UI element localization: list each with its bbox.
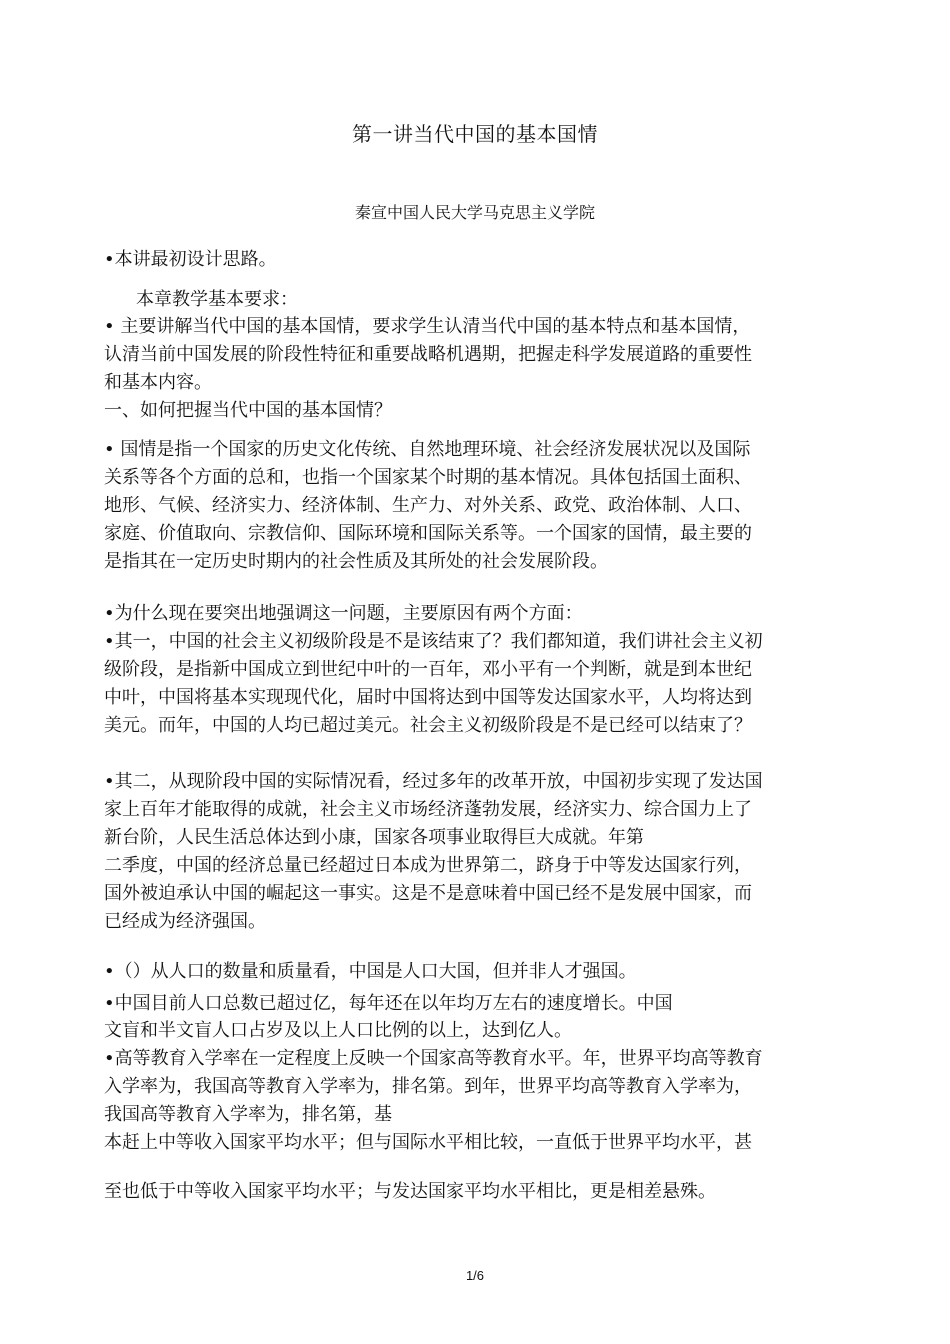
body-line: 本章教学基本要求：	[136, 289, 298, 310]
body-line: •本讲最初设计思路。	[104, 249, 277, 270]
page-number: 1/6	[465, 1268, 485, 1283]
body-line: 已经成为经济强国。	[104, 911, 266, 932]
body-line: 至也低于中等收入国家平均水平；与发达国家平均水平相比，更是相差悬殊。	[104, 1181, 716, 1202]
body-line: 二季度，中国的经济总量已经超过日本成为世界第二，跻身于中等发达国家行列，	[104, 855, 752, 876]
body-line: 家庭、价值取向、宗教信仰、国际环境和国际关系等。一个国家的国情，最主要的	[104, 523, 752, 544]
body-line: 和基本内容。	[104, 372, 212, 393]
body-line: • 国情是指一个国家的历史文化传统、自然地理环境、社会经济发展状况以及国际	[104, 439, 751, 460]
body-line: 新台阶，人民生活总体达到小康，国家各项事业取得巨大成就。年第	[104, 827, 644, 848]
body-line: 文盲和半文盲人口占岁及以上人口比例的以上，达到亿人。	[104, 1020, 572, 1041]
body-line: •其一，中国的社会主义初级阶段是不是该结束了？我们都知道，我们讲社会主义初	[104, 631, 763, 652]
body-line: • 主要讲解当代中国的基本国情，要求学生认清当代中国的基本特点和基本国情，	[104, 316, 751, 337]
body-line: •为什么现在要突出地强调这一问题，主要原因有两个方面：	[104, 603, 583, 624]
body-line: 关系等各个方面的总和，也指一个国家某个时期的基本情况。具体包括国土面积、	[104, 467, 752, 488]
body-line: 家上百年才能取得的成就，社会主义市场经济蓬勃发展，经济实力、综合国力上了	[104, 799, 752, 820]
body-line: •其二，从现阶段中国的实际情况看，经过多年的改革开放，中国初步实现了发达国	[104, 771, 763, 792]
body-line: •（）从人口的数量和质量看，中国是人口大国，但并非人才强国。	[104, 961, 637, 982]
body-line: 中叶，中国将基本实现现代化，届时中国将达到中国等发达国家水平，人均将达到	[104, 687, 752, 708]
document-author: 秦宣中国人民大学马克思主义学院	[354, 203, 595, 222]
body-line: 级阶段，是指新中国成立到世纪中叶的一百年，邓小平有一个判断，就是到本世纪	[104, 659, 752, 680]
body-line: •高等教育入学率在一定程度上反映一个国家高等教育水平。年，世界平均高等教育	[104, 1048, 763, 1069]
body-line: 认清当前中国发展的阶段性特征和重要战略机遇期，把握走科学发展道路的重要性	[104, 344, 752, 365]
body-line: 是指其在一定历史时期内的社会性质及其所处的社会发展阶段。	[104, 551, 608, 572]
body-line: 美元。而年，中国的人均已超过美元。社会主义初级阶段是不是已经可以结束了？	[104, 715, 752, 736]
body-line: 本赶上中等收入国家平均水平；但与国际水平相比较，一直低于世界平均水平，甚	[104, 1132, 752, 1153]
document-title: 第一讲当代中国的基本国情	[352, 122, 598, 146]
body-line: 一、如何把握当代中国的基本国情？	[104, 400, 392, 421]
body-line: 我国高等教育入学率为，排名第，基	[104, 1104, 392, 1125]
body-line: 入学率为，我国高等教育入学率为，排名第。到年，世界平均高等教育入学率为，	[104, 1076, 752, 1097]
body-line: •中国目前人口总数已超过亿，每年还在以年均万左右的速度增长。中国	[104, 993, 673, 1014]
body-line: 国外被迫承认中国的崛起这一事实。这是不是意味着中国已经不是发展中国家，而	[104, 883, 752, 904]
body-line: 地形、气候、经济实力、经济体制、生产力、对外关系、政党、政治体制、人口、	[104, 495, 752, 516]
